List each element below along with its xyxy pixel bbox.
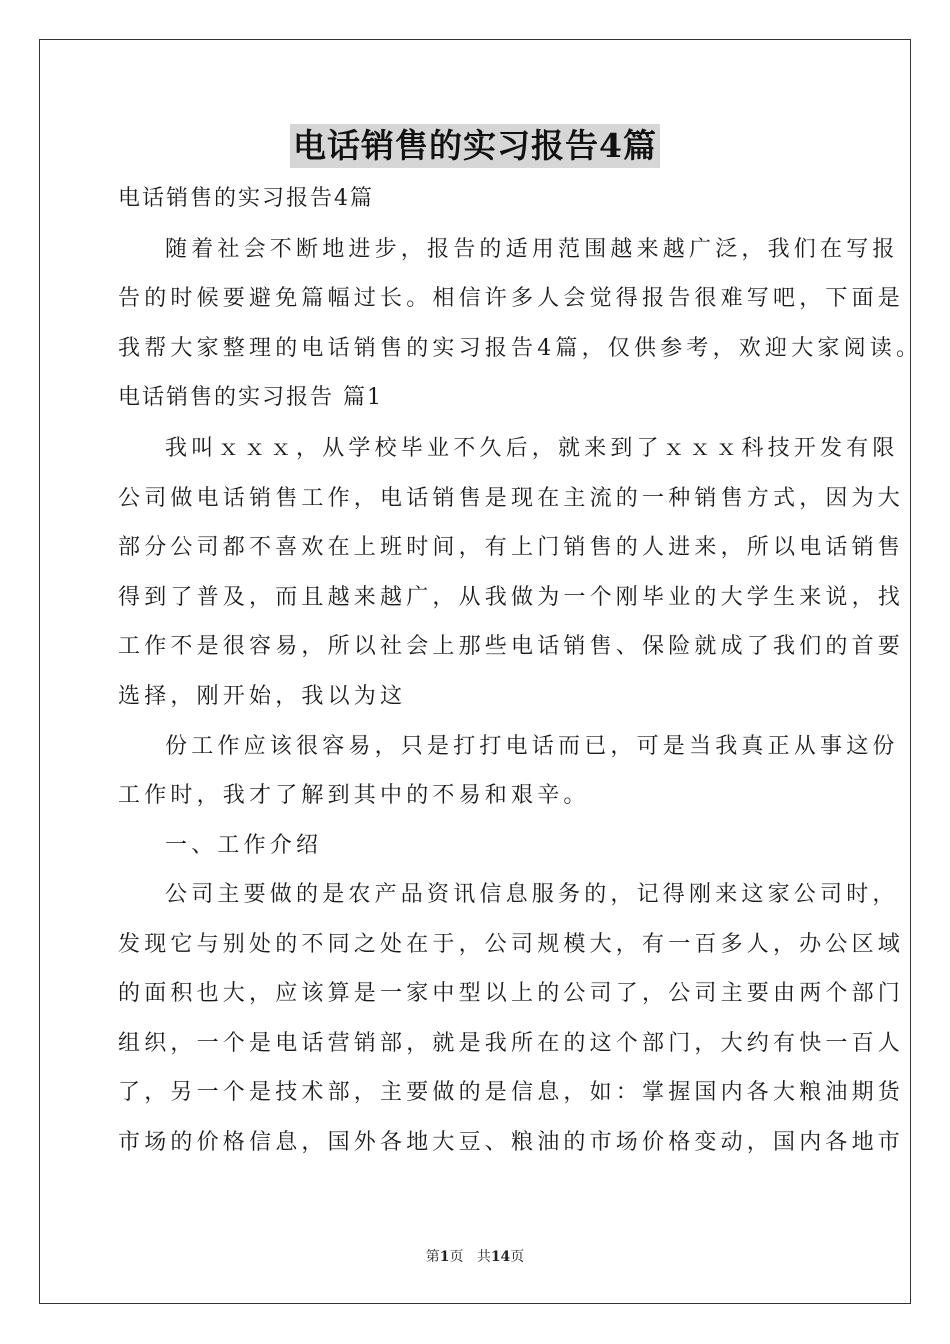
footer-total-pages: 14 [490, 1249, 511, 1265]
body-line: 份工作应该很容易，只是打打电话而已，可是当我真正从事这份 [165, 734, 899, 759]
footer-page-number: 1 [439, 1249, 450, 1265]
document-title: 电话销售的实习报告4篇 [290, 124, 660, 168]
body-line: 发现它与别处的不同之处在于，公司规模大，有一百多人，办公区域 [118, 932, 905, 957]
footer-page-prefix: 第 [425, 1249, 440, 1265]
body-line: 的面积也大，应该算是一家中型以上的公司了，公司主要由两个部门 [118, 981, 905, 1006]
body-line: 我叫ｘｘｘ，从学校毕业不久后，就来到了ｘｘｘ科技开发有限 [165, 436, 899, 461]
section-heading: 电话销售的实习报告 篇1 [118, 385, 383, 410]
subsection-heading: 一、工作介绍 [165, 833, 323, 858]
body-line: 部分公司都不喜欢在上班时间，有上门销售的人进来，所以电话销售 [118, 535, 905, 560]
footer-total-prefix: 共 [476, 1249, 491, 1265]
body-line: 告的时候要避免篇幅过长。相信许多人会觉得报告很难写吧，下面是 [118, 286, 905, 311]
body-line: 随着社会不断地进步，报告的适用范围越来越广泛，我们在写报 [165, 237, 899, 262]
body-line: 得到了普及，而且越来越广，从我做为一个刚毕业的大学生来说，找 [118, 585, 905, 610]
page-footer [0, 1246, 950, 1266]
footer-total-suffix: 页 [510, 1249, 525, 1265]
body-line: 工作时，我才了解到其中的不易和艰辛。 [118, 783, 590, 808]
body-line: 组织，一个是电话营销部，就是我所在的这个部门，大约有快一百人 [118, 1031, 905, 1056]
body-line: 了，另一个是技术部，主要做的是信息，如：掌握国内各大粮油期货 [118, 1080, 905, 1105]
page-border [39, 39, 911, 1304]
body-line: 公司主要做的是农产品资讯信息服务的，记得刚来这家公司时， [165, 882, 899, 907]
body-line: 公司做电话销售工作，电话销售是现在主流的一种销售方式，因为大 [118, 486, 905, 511]
body-line: 市场的价格信息，国外各地大豆、粮油的市场价格变动，国内各地市 [118, 1130, 905, 1155]
body-line: 我帮大家整理的电话销售的实习报告4篇，仅供参考，欢迎大家阅读。 [118, 336, 923, 361]
body-line: 电话销售的实习报告4篇 [118, 186, 374, 211]
body-line: 工作不是很容易，所以社会上那些电话销售、保险就成了我们的首要 [118, 634, 905, 659]
footer-page-mid: 页 [449, 1249, 464, 1265]
body-line: 选择，刚开始，我以为这 [118, 684, 407, 709]
title-container [0, 124, 950, 168]
